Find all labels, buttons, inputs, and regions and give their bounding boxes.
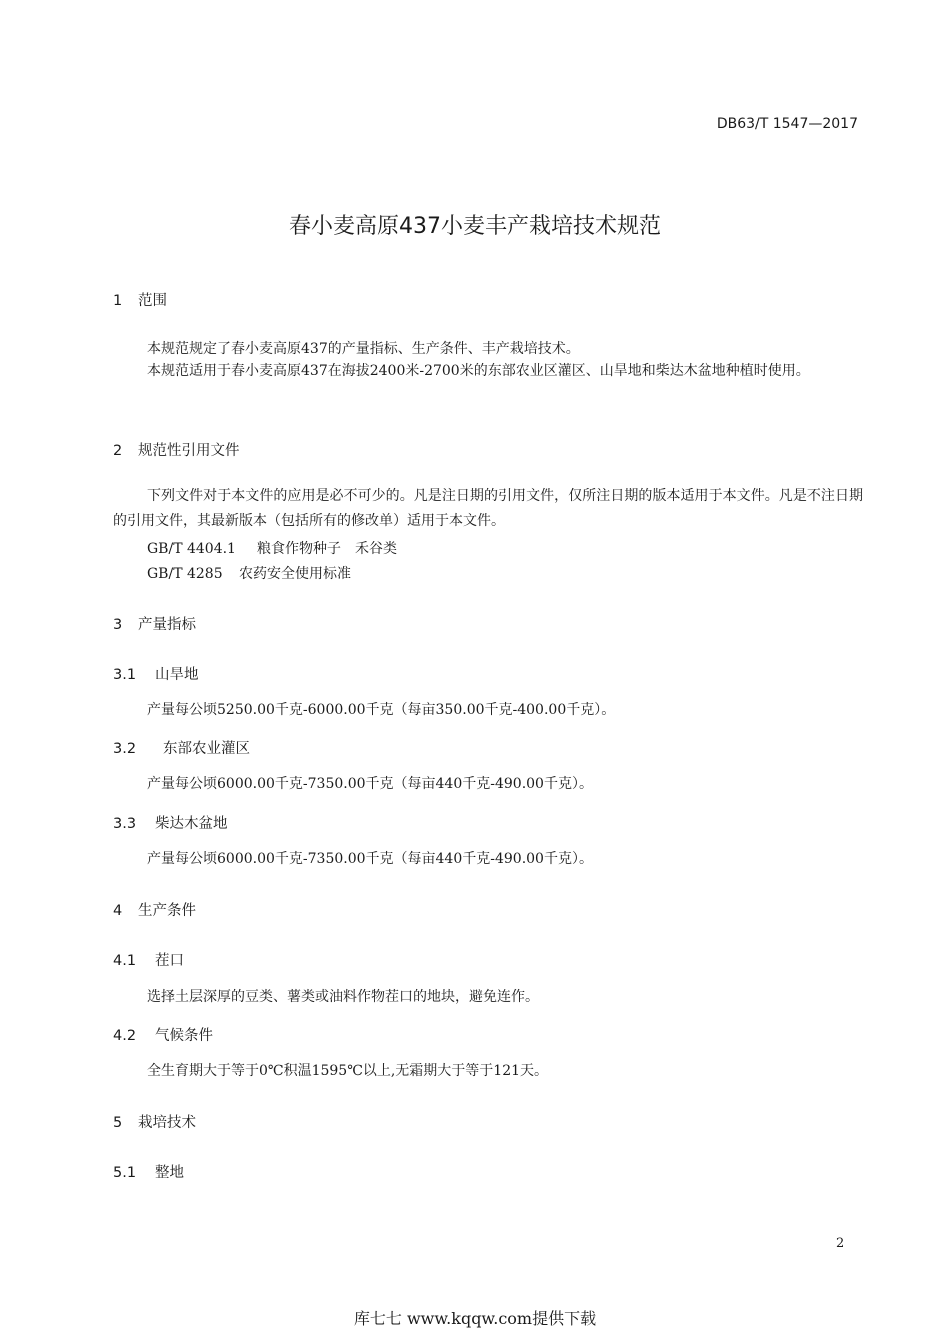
section-5-heading — [113, 1111, 196, 1132]
subsection-title: 茬口 — [155, 953, 184, 969]
subsection-title: 山旱地 — [155, 667, 199, 683]
reference-code: GB/T 4285 — [147, 566, 223, 582]
section-4-heading — [113, 899, 196, 920]
section-title: 栽培技术 — [138, 1115, 196, 1131]
section-2-para-1: 下列文件对于本文件的应用是必不可少的。凡是注日期的引用文件，仅所注日期的版本适用于本文件。凡是不注日期的引用文件，其最新版本（包括所有的修改单）适用于本文件。 — [113, 488, 863, 529]
subsection-number: 4.2 — [113, 1028, 137, 1044]
subsection-number: 4.1 — [113, 953, 137, 969]
section-1-para-1: 本规范规定了春小麦高原437的产量指标、生产条件、丰产栽培技术。 — [147, 341, 580, 357]
subsection-title: 整地 — [155, 1165, 184, 1181]
subsection-title: 东部农业灌区 — [163, 741, 250, 757]
section-3-3-heading — [113, 812, 228, 833]
subsection-number: 3.2 — [113, 741, 137, 757]
section-number: 5 — [113, 1115, 123, 1131]
subsection-number: 3.3 — [113, 816, 137, 832]
subsection-title: 柴达木盆地 — [155, 816, 228, 832]
section-number: 1 — [113, 293, 123, 309]
section-3-1-heading — [113, 663, 199, 684]
page-number: 2 — [836, 1236, 845, 1251]
subsection-number: 3.1 — [113, 667, 137, 683]
section-number: 3 — [113, 617, 123, 633]
reference-item — [147, 538, 397, 558]
reference-name: 粮食作物种子 禾谷类 — [257, 541, 397, 557]
reference-name: 农药安全使用标准 — [239, 566, 351, 582]
section-4-1-text: 选择土层深厚的豆类、薯类或油料作物茬口的地块，避免连作。 — [147, 989, 539, 1005]
section-4-2-heading — [113, 1024, 213, 1045]
section-title: 生产条件 — [138, 903, 196, 919]
section-3-3-text: 产量每公顷6000.00千克-7350.00千克（每亩440千克-490.00千克）。 — [147, 851, 593, 867]
section-2-heading — [113, 439, 240, 460]
subsection-number: 5.1 — [113, 1165, 137, 1181]
subsection-title: 气候条件 — [155, 1028, 213, 1044]
reference-item — [147, 563, 351, 583]
section-title: 产量指标 — [138, 617, 196, 633]
document-title: 春小麦高原437小麦丰产栽培技术规范 — [289, 214, 661, 239]
reference-code: GB/T 4404.1 — [147, 541, 236, 557]
section-4-1-heading — [113, 949, 184, 970]
section-3-2-text: 产量每公顷6000.00千克-7350.00千克（每亩440千克-490.00千克）。 — [147, 776, 593, 792]
footer-download-note: 库七七 www.kqqw.com提供下载 — [353, 1309, 597, 1328]
section-3-heading — [113, 613, 196, 634]
section-number: 2 — [113, 443, 123, 459]
section-title: 规范性引用文件 — [138, 443, 240, 459]
standard-number: DB63/T 1547—2017 — [716, 116, 858, 132]
section-title: 范围 — [138, 293, 167, 309]
section-4-2-text: 全生育期大于等于0℃积温1595℃以上,无霜期大于等于121天。 — [147, 1063, 549, 1079]
section-number: 4 — [113, 903, 123, 919]
section-1-heading — [113, 289, 167, 310]
section-5-1-heading — [113, 1161, 184, 1182]
section-1-para-2: 本规范适用于春小麦高原437在海拔2400米-2700米的东部农业区灌区、山旱地和柴达木盆地种植时使用。 — [147, 363, 810, 379]
section-3-1-text: 产量每公顷5250.00千克-6000.00千克（每亩350.00千克-400.00千克）。 — [147, 702, 616, 718]
section-3-2-heading — [113, 737, 250, 758]
